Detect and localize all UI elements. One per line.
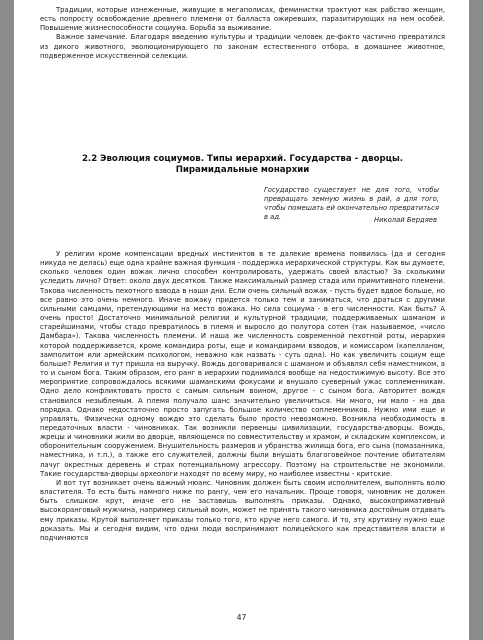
page-number: 47	[236, 613, 247, 622]
epigraph-author: Николай Бердяев	[373, 216, 437, 224]
section-heading: 2.2 Эволюция социумов. Типы иерархий. Государства - дворцы. Пирамидальные монархии	[81, 154, 404, 175]
top-text-block	[40, 6, 445, 61]
paragraph: Важное замечание. Благодаря введению культуры и традиции человек де-факто частично превратился из дикого животного, эволюционирующего по законам естественного отбора, в домашнее животное, подверженное искусственной селекции.	[40, 33, 445, 60]
paragraph: И вот тут возникает очень важный нюанс. Чиновник должен быть своим исполнителем, выполнять волю властителя. То есть быть намного ниже по рангу, чем его начальник. Проще говоря, чиновник не должен быть слишком крут, иначе его не заставишь выполнять приказы. Однако, высокопримативный высокоранговый мужчина, например сильный воин, может не принять такого чиновника достойным отдавать ему приказы. Крутой выполняет приказы только того, кто круче него самого. И то, эту крутизну нужно еще доказать. Мы и сегодня видим, что одни люди воспринимают полицейского как представителя власти и подчиняются	[40, 478, 445, 542]
paragraph: У религии кроме компенсации вредных инстинктов в те далекие времена появилась (да и сегодня никуда не делась) еще одна крайне важная функция - поддержка иерархической структуры. Как вы думаете, сколько человек один вожак лично способен контролировать, удержать своей властью? За сколькими уследить лично? Ответ: около двух десятков. Также максимальный размер стада или примитивного племени. Такова численность пехотного взвода в наши дни. Если очень сильный вожак - пусть будет вдвое больше, но все равно это очень немного. Иначе вожаку придется только тем и заниматься, что драться с другими сильными самцами, претендующими на место вожака. Но сила социума - в его численности. Как быть? А очень просто! Достаточно минимальной религии и культурной традиции, поддерживаемых шаманом и старейшинами, чтобы стадо превратилось в племя и выросло до полутора сотен (так называемое, «число Дамбара»). Такова численность племени. И наша же численность современной пехотной роты, иерархия которой поддерживается, кроме командира роты, еще и командирами взводов, и комиссаром (капелланом, замполитом или армейским психологом, неважно как назвать - суть одна). Но как увеличить социум еще больше? Религия и тут пришла на выручку. Вождь договаривался с шаманом и объявлял себя наместником, а то и сыном бога. Таким образом, его ранг в иерархии поднимался вообще на недостижимую высоту. Все это мероприятие сопровождалось всякими шаманскими фокусами и внушало суеверный ужас соплеменникам. Одно дело конфликтовать просто с самым сильным воином, другое - с сыном бога. Авторитет вождя становился незыблемым. А племя получало шанс значительно увеличиться. Ни много, ни мало - на два порядка. Однако недостаточно просто запугать большое количество соплеменников. Нужно ими еще и управлять. Физически одному вождю это сделать было просто невозможно. Возникла необходимость в передаточных власти - чиновниках. Так возникли первенцы цивилизации, государства-дворцы. Вождь, жрецы и чиновники жили во дворце, являющемся по совместительству и храмом, и складским комплексом, и оборонительным сооружением. Внушительность размеров и убранства жилища бога, его сына (помазанника, наместника, и т.п.), а также его служителей, должны были внушать благоговейное почтение обитателям лачуг окрестных деревень и страх потенциальному агрессору. Поэтому на строительстве не экономили. Такие государства-дворцы археологи находят по всему миру, но наиболее известны - критские.	[40, 250, 445, 478]
epigraph-quote: Государство существует не для того, чтобы превращать земную жизнь в рай, а для того, чтобы помешать ей окончательно превратиться в ад.	[264, 186, 439, 221]
paragraph: Традиции, которые изнеженные, живущие в мегаполисах, феминистки трактуют как рабство женщин, есть попросту освобождение древнего племени от балласта ожиревших, паразитирующих на нем особей. Повышение жизнеспособности социума. Борьба за выживание.	[40, 6, 445, 33]
document-page	[14, 0, 469, 640]
body-text-block	[40, 250, 445, 543]
